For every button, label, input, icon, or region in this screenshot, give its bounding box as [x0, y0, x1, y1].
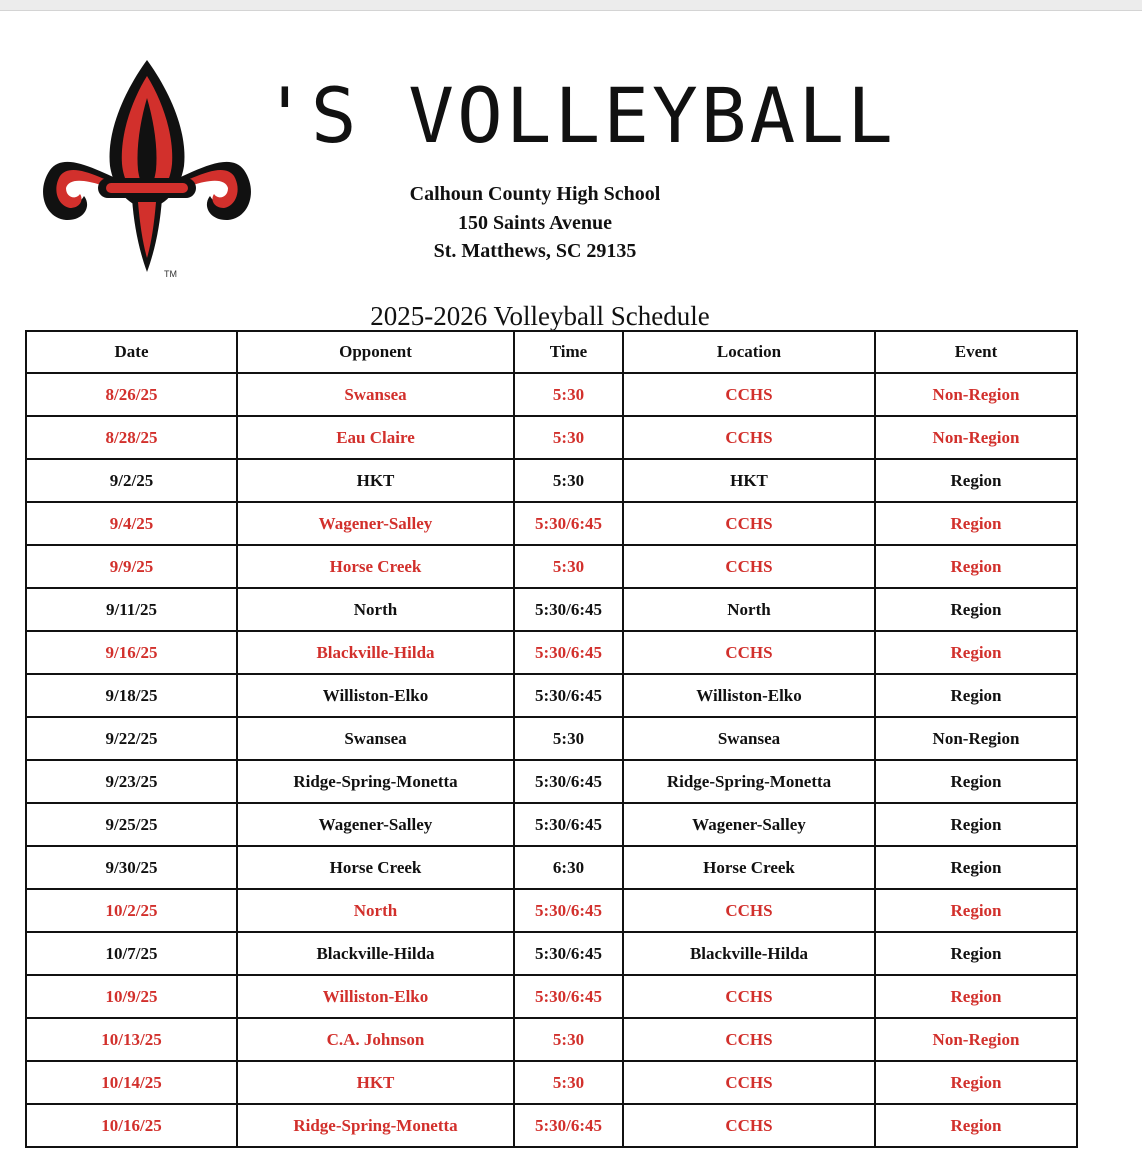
- cell-event: Non-Region: [875, 373, 1077, 416]
- cell-time: 5:30: [514, 717, 623, 760]
- cell-time: 5:30: [514, 416, 623, 459]
- cell-event: Region: [875, 588, 1077, 631]
- table-row: [26, 975, 1077, 1018]
- table-row: [26, 1018, 1077, 1061]
- cell-date: 8/26/25: [26, 373, 237, 416]
- trademark-mark: TM: [164, 269, 177, 279]
- cell-time: 5:30/6:45: [514, 803, 623, 846]
- table-row: [26, 846, 1077, 889]
- page-banner-title: 'S VOLLEYBALL: [262, 71, 896, 160]
- cell-opponent: Horse Creek: [237, 545, 514, 588]
- column-header-time: Time: [514, 331, 623, 373]
- table-header-row: [26, 331, 1077, 373]
- cell-time: 5:30/6:45: [514, 889, 623, 932]
- column-header-date: Date: [26, 331, 237, 373]
- cell-location: CCHS: [623, 502, 875, 545]
- column-header-event: Event: [875, 331, 1077, 373]
- table-row: [26, 803, 1077, 846]
- cell-date: 9/4/25: [26, 502, 237, 545]
- cell-location: Ridge-Spring-Monetta: [623, 760, 875, 803]
- cell-location: CCHS: [623, 631, 875, 674]
- cell-location: CCHS: [623, 373, 875, 416]
- cell-date: 9/11/25: [26, 588, 237, 631]
- cell-location: CCHS: [623, 1018, 875, 1061]
- table-row: [26, 545, 1077, 588]
- table-row: [26, 1104, 1077, 1147]
- cell-date: 9/22/25: [26, 717, 237, 760]
- column-header-location: Location: [623, 331, 875, 373]
- cell-event: Region: [875, 674, 1077, 717]
- cell-location: CCHS: [623, 416, 875, 459]
- cell-location: Wagener-Salley: [623, 803, 875, 846]
- cell-date: 10/16/25: [26, 1104, 237, 1147]
- cell-opponent: C.A. Johnson: [237, 1018, 514, 1061]
- cell-time: 5:30: [514, 1061, 623, 1104]
- column-header-opponent: Opponent: [237, 331, 514, 373]
- cell-opponent: Blackville-Hilda: [237, 631, 514, 674]
- cell-opponent: Swansea: [237, 373, 514, 416]
- cell-opponent: HKT: [237, 459, 514, 502]
- cell-location: Williston-Elko: [623, 674, 875, 717]
- cell-time: 5:30: [514, 459, 623, 502]
- cell-date: 9/25/25: [26, 803, 237, 846]
- cell-location: CCHS: [623, 975, 875, 1018]
- cell-event: Region: [875, 1104, 1077, 1147]
- cell-date: 10/9/25: [26, 975, 237, 1018]
- schedule-table: [25, 330, 1078, 1148]
- cell-time: 5:30: [514, 1018, 623, 1061]
- cell-time: 6:30: [514, 846, 623, 889]
- cell-time: 5:30/6:45: [514, 932, 623, 975]
- cell-event: Region: [875, 760, 1077, 803]
- cell-event: Region: [875, 631, 1077, 674]
- table-row: [26, 588, 1077, 631]
- cell-opponent: Blackville-Hilda: [237, 932, 514, 975]
- cell-time: 5:30: [514, 373, 623, 416]
- cell-date: 9/16/25: [26, 631, 237, 674]
- cell-opponent: North: [237, 588, 514, 631]
- cell-time: 5:30/6:45: [514, 631, 623, 674]
- cell-event: Region: [875, 932, 1077, 975]
- schedule-table-body: [26, 373, 1077, 1147]
- cell-opponent: Horse Creek: [237, 846, 514, 889]
- cell-location: Swansea: [623, 717, 875, 760]
- table-row: [26, 889, 1077, 932]
- cell-location: Horse Creek: [623, 846, 875, 889]
- cell-event: Region: [875, 846, 1077, 889]
- cell-event: Region: [875, 459, 1077, 502]
- cell-date: 9/9/25: [26, 545, 237, 588]
- school-address: [330, 180, 740, 266]
- cell-date: 9/30/25: [26, 846, 237, 889]
- address-line-city: St. Matthews, SC 29135: [433, 240, 637, 262]
- table-row: [26, 459, 1077, 502]
- cell-date: 9/2/25: [26, 459, 237, 502]
- cell-event: Region: [875, 545, 1077, 588]
- cell-opponent: Swansea: [237, 717, 514, 760]
- address-line-school: Calhoun County High School: [409, 183, 661, 205]
- cell-event: Region: [875, 502, 1077, 545]
- cell-time: 5:30/6:45: [514, 760, 623, 803]
- cell-time: 5:30/6:45: [514, 1104, 623, 1147]
- cell-location: HKT: [623, 459, 875, 502]
- cell-opponent: North: [237, 889, 514, 932]
- cell-date: 10/14/25: [26, 1061, 237, 1104]
- table-row: [26, 631, 1077, 674]
- cell-location: CCHS: [623, 545, 875, 588]
- table-row: [26, 502, 1077, 545]
- address-line-street: 150 Saints Avenue: [457, 211, 613, 234]
- cell-time: 5:30/6:45: [514, 588, 623, 631]
- table-row: [26, 416, 1077, 459]
- cell-opponent: Williston-Elko: [237, 975, 514, 1018]
- cell-time: 5:30/6:45: [514, 975, 623, 1018]
- cell-event: Region: [875, 975, 1077, 1018]
- cell-event: Non-Region: [875, 1018, 1077, 1061]
- cell-location: CCHS: [623, 1104, 875, 1147]
- table-row: [26, 1061, 1077, 1104]
- cell-opponent: Ridge-Spring-Monetta: [237, 760, 514, 803]
- cell-date: 10/13/25: [26, 1018, 237, 1061]
- cell-location: Blackville-Hilda: [623, 932, 875, 975]
- cell-event: Non-Region: [875, 717, 1077, 760]
- cell-location: North: [623, 588, 875, 631]
- cell-date: 10/2/25: [26, 889, 237, 932]
- cell-event: Region: [875, 803, 1077, 846]
- cell-opponent: Ridge-Spring-Monetta: [237, 1104, 514, 1147]
- top-toolbar-strip: [0, 0, 1142, 11]
- cell-event: Region: [875, 889, 1077, 932]
- cell-time: 5:30/6:45: [514, 674, 623, 717]
- cell-opponent: Williston-Elko: [237, 674, 514, 717]
- cell-opponent: Wagener-Salley: [237, 502, 514, 545]
- schedule-title: 2025-2026 Volleyball Schedule: [370, 301, 710, 331]
- table-row: [26, 760, 1077, 803]
- cell-date: 9/23/25: [26, 760, 237, 803]
- cell-date: 8/28/25: [26, 416, 237, 459]
- cell-opponent: Wagener-Salley: [237, 803, 514, 846]
- table-row: [26, 674, 1077, 717]
- cell-time: 5:30/6:45: [514, 502, 623, 545]
- table-row: [26, 373, 1077, 416]
- cell-location: CCHS: [623, 1061, 875, 1104]
- fleur-de-lis-icon: [36, 58, 258, 283]
- cell-event: Region: [875, 1061, 1077, 1104]
- cell-time: 5:30: [514, 545, 623, 588]
- cell-location: CCHS: [623, 889, 875, 932]
- cell-date: 9/18/25: [26, 674, 237, 717]
- table-row: [26, 932, 1077, 975]
- cell-opponent: HKT: [237, 1061, 514, 1104]
- cell-opponent: Eau Claire: [237, 416, 514, 459]
- cell-date: 10/7/25: [26, 932, 237, 975]
- cell-event: Non-Region: [875, 416, 1077, 459]
- table-row: [26, 717, 1077, 760]
